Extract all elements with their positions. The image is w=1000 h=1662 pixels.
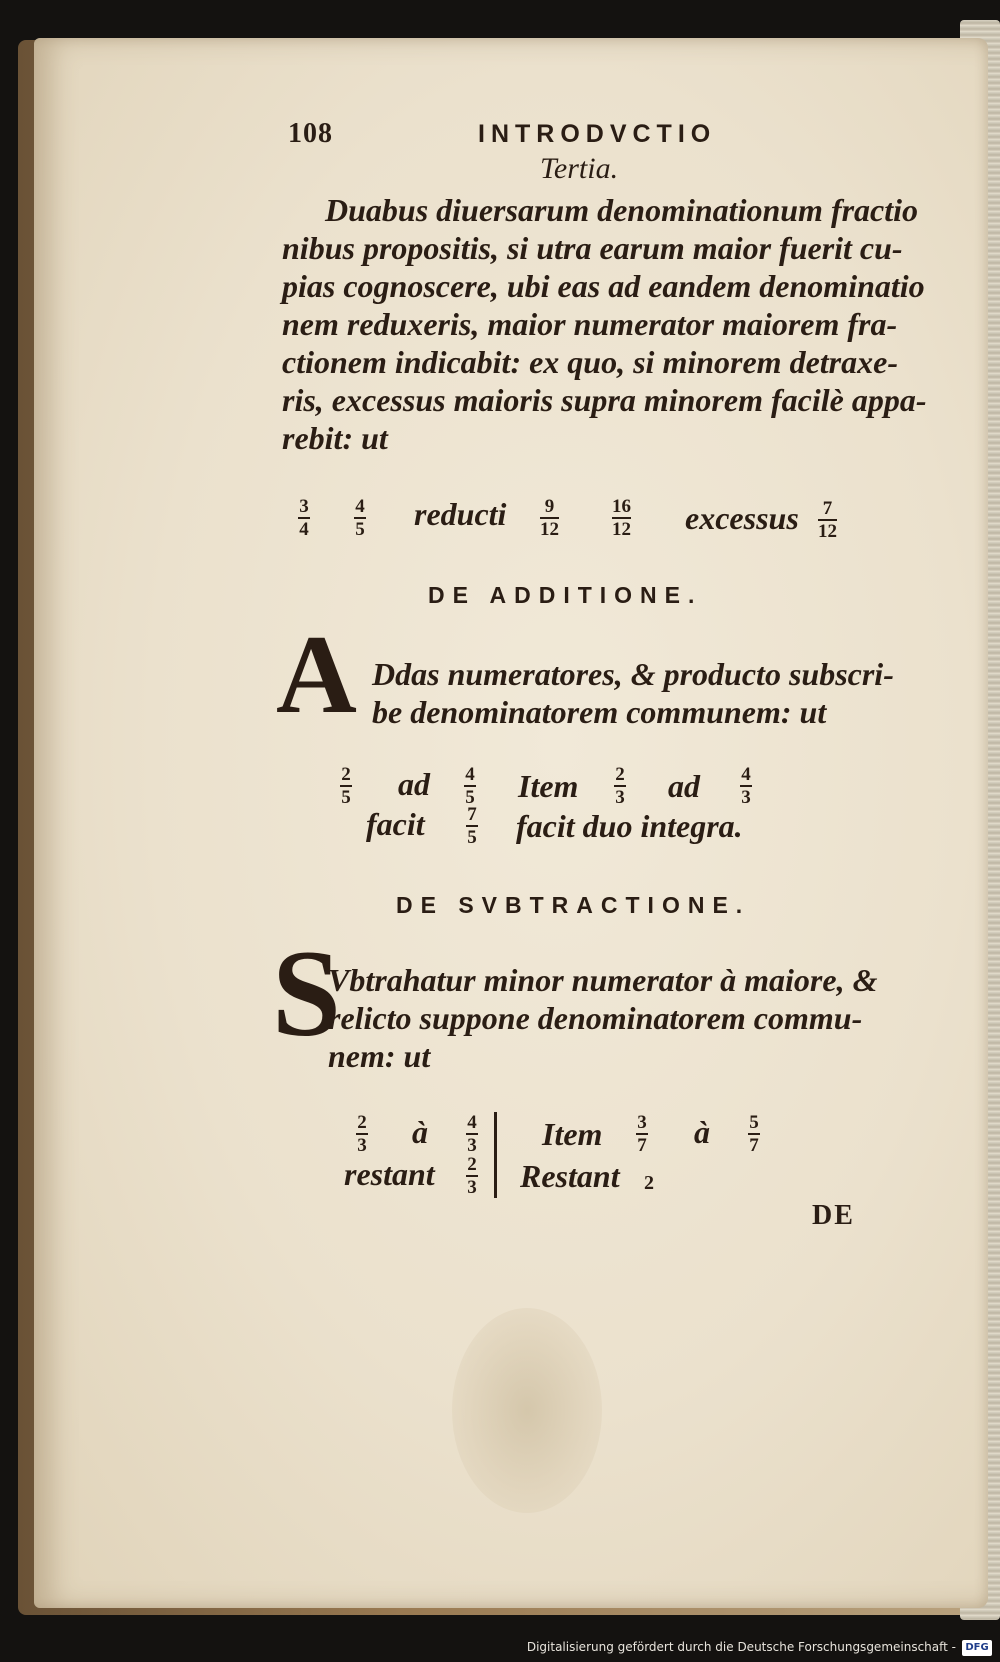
word-a: à <box>694 1114 710 1150</box>
denominator: 7 <box>637 1135 647 1156</box>
numerator: 16 <box>612 496 631 517</box>
fraction <box>818 500 837 540</box>
numerator: 7 <box>467 804 477 825</box>
paper-stain <box>452 1308 602 1513</box>
subtractione-line-3: nem: ut <box>328 1038 431 1074</box>
tertia-line-2: nibus propositis, si utra earum maior fuerit cu- <box>282 230 903 266</box>
section-title-tertia: Tertia. <box>540 152 619 185</box>
footer-bar <box>0 1632 1000 1662</box>
denominator: 12 <box>818 521 837 542</box>
denominator: 7 <box>749 1135 759 1156</box>
fraction <box>748 1114 760 1154</box>
fraction <box>298 498 310 538</box>
numerator: 2 <box>615 764 625 785</box>
fraction <box>636 1114 648 1154</box>
word-excessus: excessus <box>685 500 799 536</box>
denominator: 3 <box>741 787 751 808</box>
word-a: à <box>412 1114 428 1150</box>
denominator: 3 <box>467 1135 477 1156</box>
tertia-line-1: Duabus diuersarum denominationum fractio <box>325 192 919 228</box>
drop-cap-a: A <box>276 613 357 737</box>
fraction <box>354 498 366 538</box>
running-title: INTRODVCTIO <box>478 120 717 148</box>
fraction <box>340 766 352 806</box>
fraction <box>464 766 476 806</box>
tertia-line-4: nem reduxeris, maior numerator maiorem fra- <box>282 306 898 342</box>
denominator: 5 <box>465 787 475 808</box>
word-ad: ad <box>668 768 700 804</box>
tertia-line-7: rebit: ut <box>282 420 388 456</box>
numerator: 4 <box>355 496 365 517</box>
fraction <box>466 806 478 846</box>
numerator: 3 <box>637 1112 647 1133</box>
page-number: 108 <box>288 118 333 149</box>
numerator: 2 <box>467 1154 477 1175</box>
denominator: 3 <box>467 1177 477 1198</box>
digitization-credit: Digitalisierung gefördert durch die Deutsche Forschungsgemeinschaft - <box>526 1640 956 1654</box>
denominator: 12 <box>540 519 559 540</box>
denominator: 12 <box>612 519 631 540</box>
fraction <box>356 1114 368 1154</box>
numerator: 4 <box>465 764 475 785</box>
additione-line-2: be denominatorem communem: ut <box>372 694 827 730</box>
column-divider <box>494 1112 497 1198</box>
subtractione-line-1: Vbtrahatur minor numerator à maiore, & <box>328 962 878 998</box>
word-ad: ad <box>398 766 430 802</box>
subtractione-line-2: relicto suppone denominatorem commu- <box>328 1000 863 1036</box>
fraction <box>740 766 752 806</box>
numerator: 9 <box>544 496 555 517</box>
denominator: 3 <box>615 787 625 808</box>
tertia-line-6: ris, excessus maioris supra minorem facilè appa- <box>282 382 927 418</box>
word-item: Item <box>518 768 579 804</box>
numerator: 7 <box>822 498 833 519</box>
denominator: 3 <box>357 1135 367 1156</box>
denominator: 5 <box>341 787 351 808</box>
dfg-logo: DFG <box>962 1640 992 1656</box>
result-value: 2 <box>644 1172 654 1194</box>
denominator: 4 <box>299 519 309 540</box>
fraction <box>540 498 559 538</box>
word-reducti: reducti <box>414 496 507 532</box>
numerator: 4 <box>467 1112 477 1133</box>
fraction <box>612 498 631 538</box>
section-heading-additione: DE ADDITIONE. <box>428 582 703 608</box>
drop-cap-s: S <box>272 925 341 1062</box>
denominator: 5 <box>355 519 365 540</box>
numerator: 2 <box>341 764 351 785</box>
facit-duo-integra: facit duo integra. <box>516 808 743 844</box>
numerator: 4 <box>741 764 751 785</box>
catchword: DE <box>812 1200 855 1231</box>
tertia-line-5: ctionem indicabit: ex quo, si minorem detraxe- <box>282 344 898 380</box>
tertia-line-3: pias cognoscere, ubi eas ad eandem denominatio <box>282 268 925 304</box>
numerator: 5 <box>749 1112 759 1133</box>
fraction <box>466 1114 478 1154</box>
fraction <box>614 766 626 806</box>
numerator: 3 <box>299 496 309 517</box>
word-restant: restant <box>344 1156 435 1192</box>
section-heading-subtractione: DE SVBTRACTIONE. <box>396 892 751 918</box>
denominator: 5 <box>467 827 477 848</box>
fraction <box>466 1156 478 1196</box>
word-facit: facit <box>366 806 425 842</box>
additione-line-1: Ddas numeratores, & producto subscri- <box>372 656 894 692</box>
word-restant: Restant <box>520 1158 620 1194</box>
numerator: 2 <box>357 1112 367 1133</box>
word-item: Item <box>542 1116 603 1152</box>
